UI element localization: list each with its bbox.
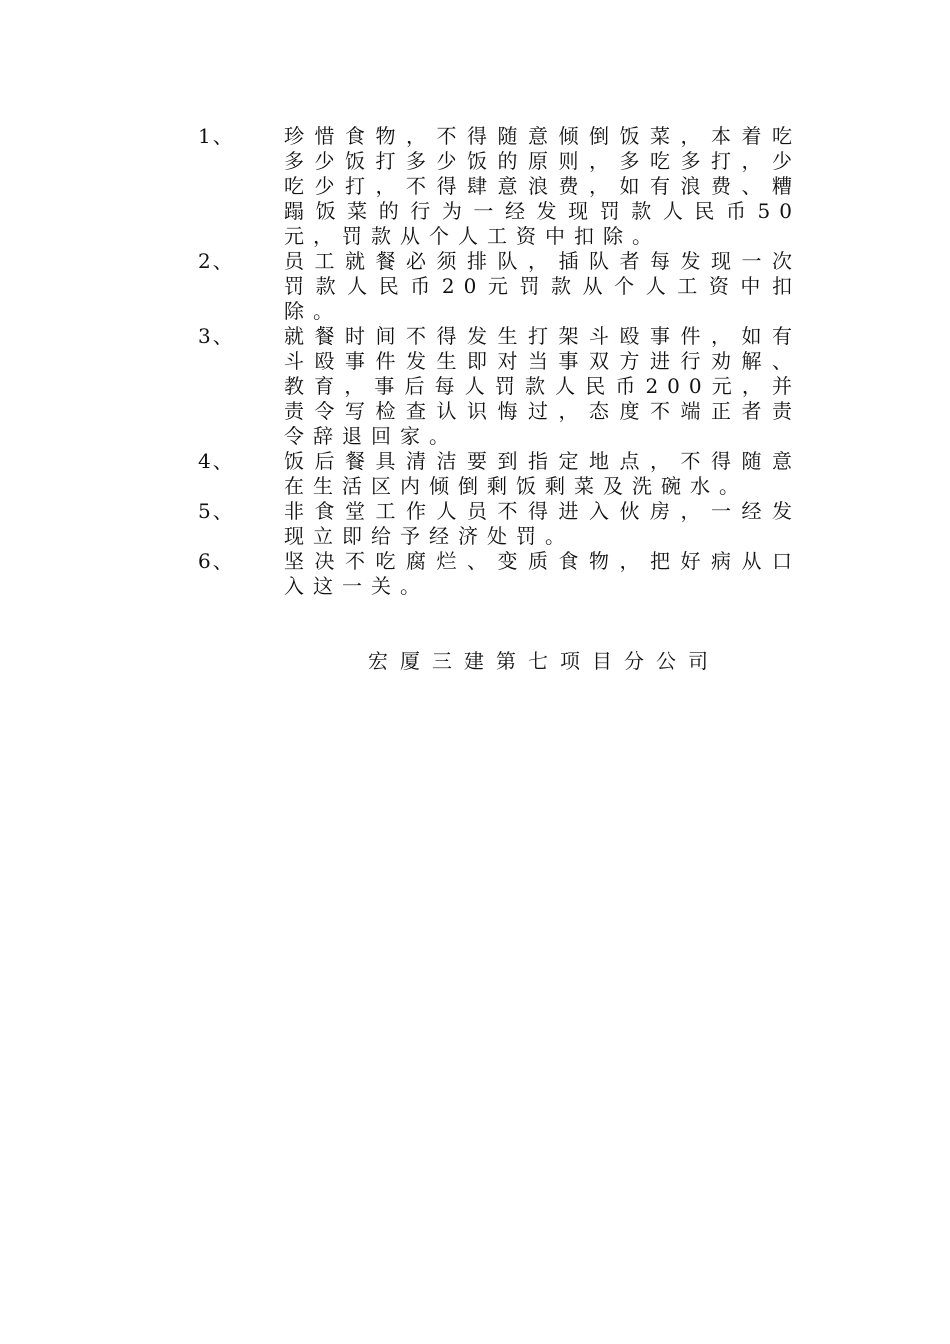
rule-number: 1、 bbox=[198, 124, 235, 148]
rule-item-3 bbox=[198, 324, 801, 449]
rule-item-1 bbox=[198, 124, 801, 249]
rule-number: 5、 bbox=[198, 499, 235, 523]
rule-text: 就餐时间不得发生打架斗殴事件，如有斗殴事件发生即对当事双方进行劝解、教育，事后每人罚款人民币200元，并责令写检查认识悔过，态度不端正者责令辞退回家。 bbox=[284, 324, 801, 448]
rule-text: 非食堂工作人员不得进入伙房，一经发现立即给予经济处罚。 bbox=[284, 499, 801, 548]
rule-item-6 bbox=[198, 549, 801, 599]
rule-item-5 bbox=[198, 499, 801, 549]
rule-number: 6、 bbox=[198, 549, 235, 573]
rule-text: 饭后餐具清洁要到指定地点，不得随意在生活区内倾倒剩饭剩菜及洗碗水。 bbox=[284, 449, 801, 498]
rule-number: 2、 bbox=[198, 249, 235, 273]
rules-list bbox=[198, 124, 801, 599]
rule-text: 坚决不吃腐烂、变质食物，把好病从口入这一关。 bbox=[284, 549, 801, 598]
rule-item-4 bbox=[198, 449, 801, 499]
rule-text: 员工就餐必须排队，插队者每发现一次罚款人民币20元罚款从个人工资中扣除。 bbox=[284, 249, 801, 323]
company-signature: 宏厦三建第七项目分公司 bbox=[368, 649, 720, 673]
rule-item-2 bbox=[198, 249, 801, 324]
rule-number: 3、 bbox=[198, 324, 235, 348]
rule-text: 珍惜食物，不得随意倾倒饭菜，本着吃多少饭打多少饭的原则，多吃多打，少吃少打，不得肆意浪费，如有浪费、糟蹋饭菜的行为一经发现罚款人民币50元，罚款从个人工资中扣除。 bbox=[284, 124, 801, 248]
rule-number: 4、 bbox=[198, 449, 235, 473]
